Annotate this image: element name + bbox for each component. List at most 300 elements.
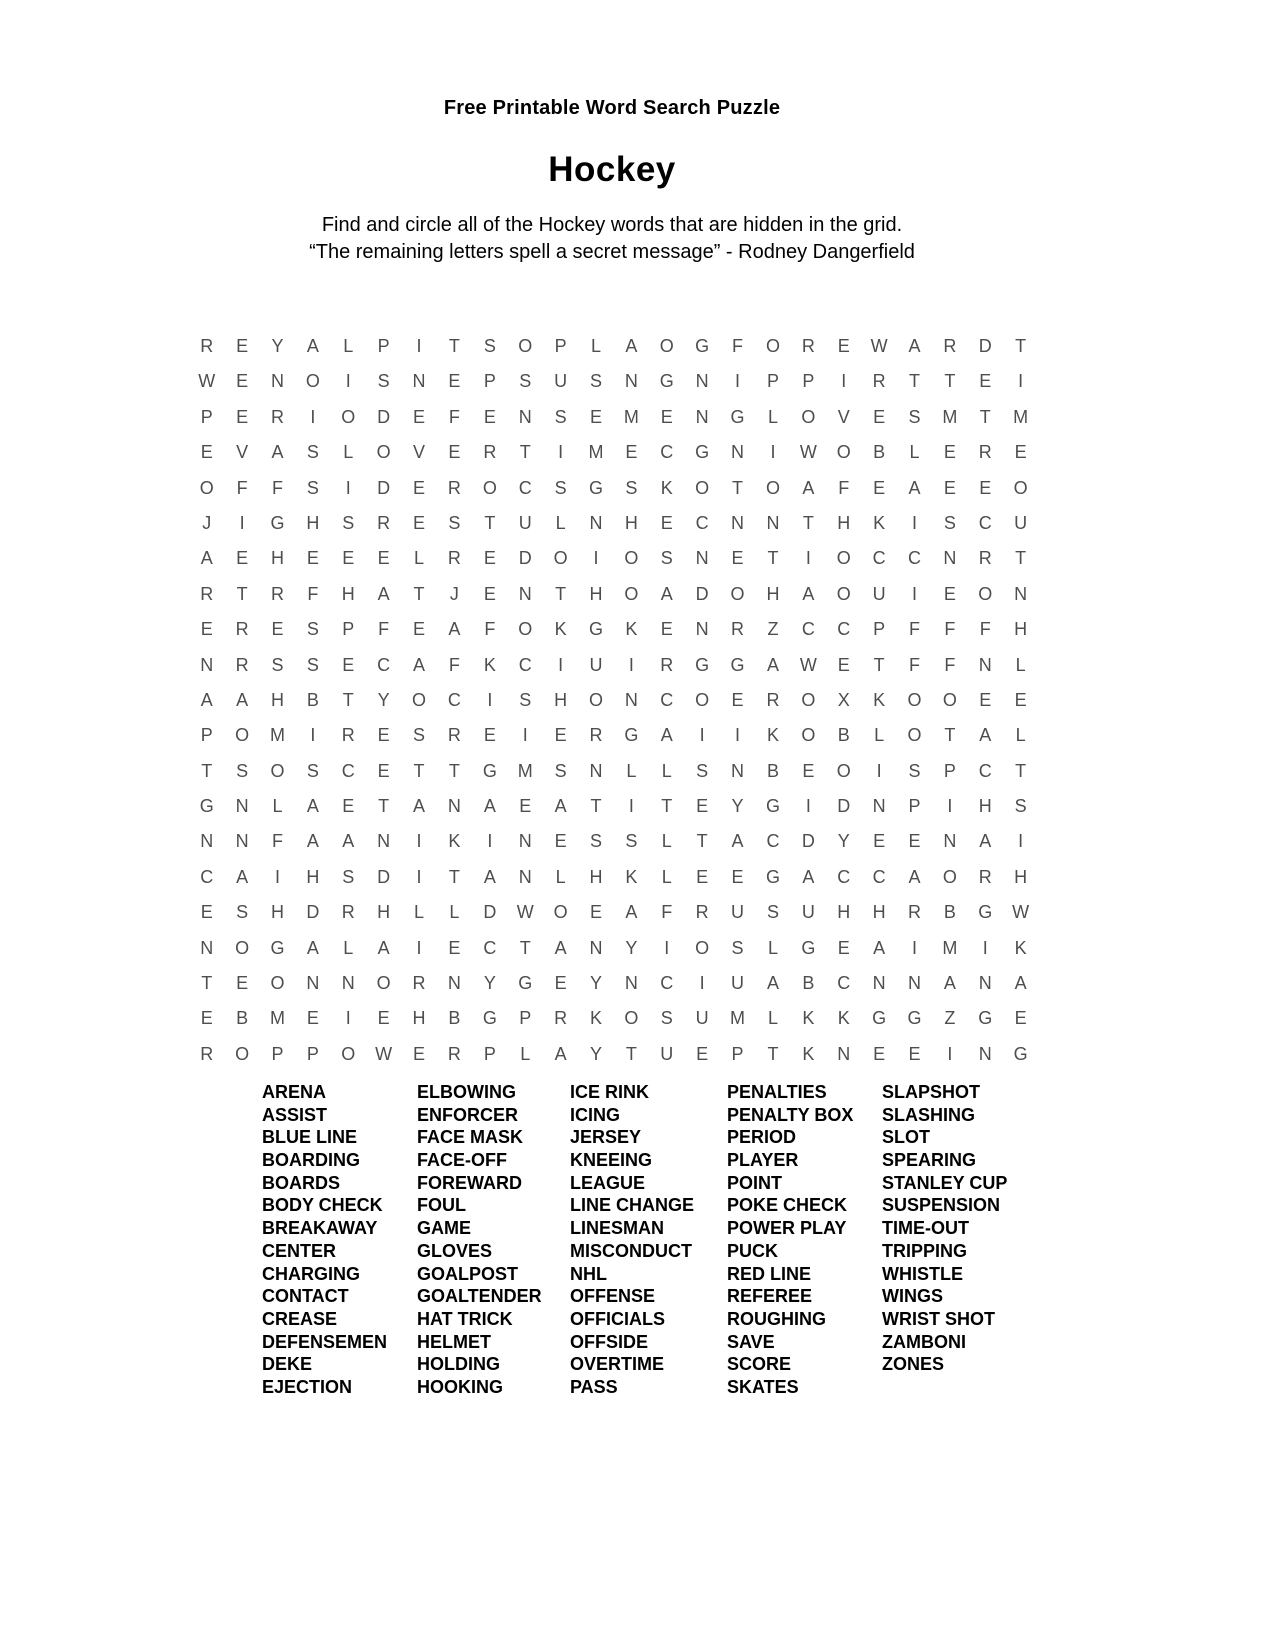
grid-cell: N [872, 973, 886, 994]
grid-cell: E [943, 583, 956, 604]
grid-cell: R [200, 583, 214, 604]
word-list-item: POWER PLAY [727, 1218, 847, 1239]
grid-cell: A [908, 336, 921, 356]
grid-cell: K [837, 1008, 850, 1029]
grid-cell: E [625, 442, 638, 463]
grid-cell: F [979, 619, 991, 640]
grid-cell: K [483, 654, 496, 675]
grid-cell: F [271, 477, 283, 498]
grid-cell: E [200, 442, 213, 463]
grid-cell: C [518, 654, 532, 675]
grid-cell: O [376, 973, 391, 994]
grid-cell: T [448, 760, 460, 781]
grid-cell: O [341, 406, 356, 427]
grid-cell: I [770, 442, 776, 463]
grid-cell: O [765, 477, 780, 498]
grid-cell: T [625, 1043, 637, 1064]
puzzle-title: Hockey [548, 150, 676, 189]
word-list-item: DEFENSEMEN [262, 1331, 388, 1352]
grid-cell: T [802, 512, 814, 533]
grid-cell: G [588, 477, 603, 498]
grid-cell: O [588, 689, 603, 710]
word-list-item: OVERTIME [570, 1354, 665, 1375]
grid-cell: S [306, 654, 319, 675]
grid-row [189, 1037, 1038, 1072]
puzzle-instructions [0, 212, 1224, 266]
grid-row [189, 1001, 1038, 1036]
grid-cell: N [235, 796, 249, 817]
grid-cell: A [306, 796, 319, 817]
grid-cell: A [483, 796, 496, 817]
grid-cell: A [342, 831, 355, 852]
grid-cell: N [943, 548, 957, 569]
grid-cell: E [413, 477, 426, 498]
grid-cell: U [1014, 512, 1028, 533]
grid-cell: H [837, 902, 851, 923]
grid-cell: E [200, 1008, 213, 1029]
grid-cell: F [378, 619, 390, 640]
grid-cell: T [519, 442, 531, 463]
grid-cell: W [198, 371, 216, 392]
grid-cell: N [766, 512, 780, 533]
word-list-item: PERIOD [727, 1127, 797, 1148]
grid-cell: G [482, 1008, 497, 1029]
word-list-item: BREAKAWAY [262, 1218, 378, 1239]
grid-cell: E [979, 689, 992, 710]
grid-cell: F [236, 477, 248, 498]
word-list-item: CENTER [262, 1240, 337, 1261]
grid-cell: B [873, 442, 886, 463]
word-list-column [570, 1081, 694, 1399]
grid-cell: T [696, 831, 708, 852]
grid-cell: E [342, 654, 355, 675]
grid-cell: S [236, 902, 249, 923]
grid-cell: A [377, 583, 390, 604]
grid-cell: S [660, 548, 673, 569]
grid-cell: T [979, 406, 991, 427]
grid-cell: P [377, 336, 390, 356]
grid-cell: P [731, 1043, 744, 1064]
grid-cell: A [306, 831, 319, 852]
grid-cell: R [589, 725, 603, 746]
grid-cell: S [625, 831, 638, 852]
grid-cell: D [837, 796, 851, 817]
grid-cell: U [731, 973, 745, 994]
grid-cell: I [310, 725, 316, 746]
grid-cell: E [448, 937, 461, 958]
grid-cell: I [558, 442, 564, 463]
grid-row [189, 648, 1038, 683]
grid-cell: R [483, 442, 497, 463]
word-list-item: PENALTY BOX [727, 1104, 854, 1125]
word-list-item: SPEARING [882, 1150, 977, 1171]
grid-cell: L [767, 937, 778, 958]
grid-cell: D [518, 548, 532, 569]
grid-cell: R [447, 1043, 461, 1064]
grid-cell: E [943, 442, 956, 463]
grid-cell: O [376, 442, 391, 463]
grid-cell: H [872, 902, 886, 923]
grid-cell: T [555, 583, 567, 604]
grid-cell: E [483, 583, 496, 604]
grid-cell: E [660, 512, 673, 533]
grid-cell: B [236, 1008, 249, 1029]
grid-cell: N [518, 866, 532, 887]
grid-cell: V [413, 442, 426, 463]
grid-cell: B [943, 902, 956, 923]
grid-cell: H [377, 902, 391, 923]
grid-cell: P [306, 1043, 319, 1064]
grid-cell: O [518, 336, 533, 356]
grid-cell: P [908, 796, 921, 817]
grid-cell: O [624, 583, 639, 604]
grid-cell: O [659, 336, 674, 356]
grid-cell: C [978, 760, 992, 781]
grid-cell: A [554, 1043, 567, 1064]
grid-cell: L [661, 760, 672, 781]
grid-cell: T [201, 760, 213, 781]
grid-cell: O [801, 725, 816, 746]
grid-cell: K [660, 477, 673, 498]
grid-cell: I [1018, 831, 1024, 852]
grid-cell: E [413, 406, 426, 427]
grid-cell: K [554, 619, 567, 640]
grid-cell: H [766, 583, 780, 604]
grid-cell: I [982, 937, 988, 958]
grid-cell: E [731, 689, 744, 710]
grid-cell: G [270, 937, 285, 958]
word-list-item: ICING [570, 1104, 621, 1125]
word-list-item: ROUGHING [727, 1308, 826, 1329]
grid-cell: L [555, 866, 566, 887]
grid-cell: A [377, 937, 390, 958]
word-list-item: ASSIST [262, 1104, 328, 1125]
grid-cell: G [872, 1008, 887, 1029]
grid-cell: S [271, 654, 284, 675]
grid-cell: W [870, 336, 888, 356]
grid-cell: Y [731, 796, 744, 817]
grid-cell: T [944, 371, 956, 392]
grid-cell: E [873, 477, 886, 498]
grid-cell: T [590, 796, 602, 817]
grid-cell: E [979, 477, 992, 498]
grid-cell: N [943, 831, 957, 852]
grid-cell: S [483, 336, 496, 356]
grid-cell: R [447, 548, 461, 569]
grid-cell: A [943, 973, 956, 994]
grid-cell: E [837, 937, 850, 958]
grid-cell: L [767, 406, 778, 427]
grid-cell: F [944, 654, 956, 675]
grid-cell: T [909, 371, 920, 392]
grid-cell: O [624, 548, 639, 569]
grid-cell: A [908, 866, 921, 887]
word-list-item: ELBOWING [417, 1082, 516, 1102]
grid-cell: A [766, 973, 779, 994]
grid-row [189, 824, 1038, 859]
grid-cell: N [377, 831, 391, 852]
grid-cell: A [660, 583, 673, 604]
grid-cell: N [447, 796, 461, 817]
grid-cell: A [979, 831, 992, 852]
grid-cell: N [270, 371, 284, 392]
grid-cell: S [342, 512, 355, 533]
grid-cell: O [235, 937, 250, 958]
grid-cell: S [625, 477, 638, 498]
grid-cell: Y [625, 937, 638, 958]
grid-cell: E [236, 973, 249, 994]
grid-cell: K [625, 619, 638, 640]
grid-cell: K [589, 1008, 602, 1029]
grid-cell: I [239, 512, 245, 533]
grid-cell: I [345, 1008, 351, 1029]
grid-cell: I [841, 371, 847, 392]
grid-cell: U [554, 371, 568, 392]
grid-cell: G [199, 796, 214, 817]
grid-cell: S [519, 689, 532, 710]
grid-cell: L [343, 937, 354, 958]
grid-cell: I [487, 689, 493, 710]
grid-cell: S [943, 512, 956, 533]
grid-cell: P [554, 336, 567, 356]
grid-cell: T [873, 654, 885, 675]
grid-row [189, 471, 1038, 506]
grid-cell: I [274, 866, 280, 887]
grid-cell: V [236, 442, 249, 463]
grid-cell: O [341, 1043, 356, 1064]
grid-cell: R [412, 973, 426, 994]
grid-cell: A [413, 654, 426, 675]
grid-cell: I [876, 760, 882, 781]
grid-cell: F [484, 619, 496, 640]
grid-cell: E [483, 406, 496, 427]
grid-cell: O [553, 548, 568, 569]
grid-cell: N [200, 831, 214, 852]
grid-cell: O [199, 477, 214, 498]
grid-cell: E [342, 796, 355, 817]
grid-cell: C [872, 548, 886, 569]
grid-cell: A [483, 866, 496, 887]
grid-cell: W [516, 902, 534, 923]
grid-cell: I [487, 831, 493, 852]
grid-cell: F [944, 619, 956, 640]
grid-cell: E [873, 831, 886, 852]
grid-cell: E [271, 619, 284, 640]
grid-row [189, 506, 1038, 541]
word-list-item: FACE MASK [417, 1127, 524, 1148]
grid-cell: Z [944, 1008, 956, 1029]
grid-cell: E [660, 406, 673, 427]
grid-cell: C [447, 689, 461, 710]
grid-row [189, 683, 1038, 718]
grid-cell: I [912, 583, 918, 604]
grid-cell: A [200, 548, 213, 569]
grid-cell: E [908, 831, 921, 852]
grid-cell: S [908, 406, 921, 427]
grid-cell: A [413, 796, 426, 817]
grid-cell: R [447, 477, 461, 498]
grid-cell: O [270, 973, 285, 994]
grid-cell: L [520, 1043, 531, 1064]
grid-cell: S [519, 371, 532, 392]
grid-cell: G [695, 336, 710, 356]
grid-cell: E [943, 477, 956, 498]
grid-cell: O [836, 760, 851, 781]
grid-cell: P [271, 1043, 284, 1064]
grid-cell: P [200, 406, 213, 427]
grid-cell: N [695, 619, 709, 640]
grid-cell: E [589, 406, 602, 427]
grid-cell: C [837, 619, 851, 640]
grid-cell: E [377, 1008, 390, 1029]
grid-cell: N [695, 406, 709, 427]
grid-cell: E [979, 371, 992, 392]
grid-cell: C [200, 866, 214, 887]
grid-cell: F [732, 336, 744, 356]
grid-cell: R [978, 442, 992, 463]
grid-cell: S [1014, 796, 1027, 817]
grid-cell: C [978, 512, 992, 533]
grid-cell: G [730, 406, 745, 427]
grid-cell: M [623, 406, 639, 427]
word-list-item: FOREWARD [417, 1172, 522, 1193]
grid-cell: D [483, 902, 497, 923]
grid-cell: R [695, 902, 709, 923]
word-list-item: GLOVES [417, 1240, 493, 1261]
grid-cell: U [731, 902, 745, 923]
grid-cell: H [624, 512, 638, 533]
grid-row [189, 754, 1038, 789]
grid-cell: O [836, 442, 851, 463]
grid-row [189, 895, 1038, 930]
grid-cell: C [766, 831, 780, 852]
grid-cell: E [236, 548, 249, 569]
grid-cell: L [590, 336, 601, 356]
grid-cell: I [805, 796, 811, 817]
grid-cell: M [269, 725, 285, 746]
word-list-item: ENFORCER [417, 1104, 519, 1125]
grid-cell: I [1018, 371, 1024, 392]
grid-cell: I [735, 725, 741, 746]
grid-cell: N [200, 937, 214, 958]
grid-cell: A [306, 336, 319, 356]
grid-cell: F [838, 477, 850, 498]
grid-cell: A [625, 336, 638, 356]
grid-cell: I [664, 937, 670, 958]
word-list-item: LINE CHANGE [570, 1195, 695, 1216]
grid-row [189, 612, 1038, 647]
grid-cell: T [484, 512, 496, 533]
puzzle-eyebrow: Free Printable Word Search Puzzle [443, 97, 781, 119]
word-list-item: LINESMAN [570, 1218, 664, 1239]
word-list-item: NHL [570, 1263, 607, 1284]
word-list-item: BOARDS [262, 1172, 341, 1193]
grid-cell: P [200, 725, 213, 746]
grid-cell: E [554, 725, 567, 746]
grid-cell: S [554, 760, 567, 781]
grid-cell: B [766, 760, 779, 781]
grid-row [189, 364, 1038, 399]
grid-cell: D [978, 336, 992, 356]
grid-cell: G [765, 796, 780, 817]
word-list-item: TRIPPING [882, 1240, 968, 1261]
grid-cell: D [801, 831, 815, 852]
grid-cell: M [1013, 406, 1029, 427]
grid-cell: Y [837, 831, 850, 852]
grid-cell: I [345, 477, 351, 498]
grid-cell: L [343, 336, 354, 356]
grid-cell: E [873, 1043, 886, 1064]
word-list-item: WINGS [882, 1286, 943, 1307]
grid-cell: T [378, 796, 390, 817]
grid-cell: R [872, 371, 886, 392]
grid-cell: N [908, 973, 921, 994]
word-list-item: WRIST SHOT [882, 1308, 995, 1329]
word-list-item: BLUE LINE [262, 1127, 358, 1148]
grid-cell: A [448, 619, 461, 640]
grid-cell: A [271, 442, 284, 463]
word-list-item: ARENA [262, 1082, 327, 1102]
grid-cell: W [1012, 902, 1030, 923]
grid-cell: A [802, 866, 815, 887]
grid-cell: E [589, 902, 602, 923]
grid-cell: R [447, 725, 461, 746]
grid-cell: F [448, 406, 460, 427]
grid-cell: T [767, 548, 779, 569]
grid-cell: E [306, 548, 319, 569]
grid-cell: O [624, 1008, 639, 1029]
grid-cell: S [306, 619, 319, 640]
grid-cell: R [731, 619, 745, 640]
grid-cell: H [1014, 619, 1028, 640]
grid-cell: I [735, 371, 741, 392]
word-list-item: BOARDING [262, 1150, 360, 1171]
word-list-item: SUSPENSION [882, 1195, 1001, 1216]
grid-cell: R [554, 1008, 568, 1029]
grid-cell: O [235, 1043, 250, 1064]
grid-row [189, 966, 1038, 1001]
grid-cell: T [519, 937, 531, 958]
grid-cell: I [947, 1043, 953, 1064]
grid-cell: I [912, 512, 918, 533]
grid-cell: O [695, 937, 710, 958]
grid-cell: W [799, 442, 817, 463]
grid-cell: M [942, 937, 958, 958]
grid-cell: A [200, 689, 213, 710]
grid-cell: O [801, 689, 816, 710]
grid-cell: K [625, 866, 638, 887]
grid-row [189, 931, 1038, 966]
grid-cell: R [377, 512, 391, 533]
grid-cell: E [448, 442, 461, 463]
grid-cell: N [624, 689, 638, 710]
grid-cell: P [802, 371, 815, 392]
grid-cell: T [1015, 548, 1027, 569]
word-list-item: PLAYER [727, 1150, 799, 1171]
grid-cell: E [660, 619, 673, 640]
grid-cell: R [766, 689, 780, 710]
grid-cell: H [270, 902, 284, 923]
grid-cell: S [589, 831, 602, 852]
grid-cell: I [416, 336, 422, 356]
grid-cell: T [413, 583, 425, 604]
grid-cell: Y [589, 1043, 602, 1064]
grid-cell: A [306, 937, 319, 958]
grid-cell: P [342, 619, 355, 640]
grid-cell: R [908, 902, 921, 923]
grid-cell: X [837, 689, 850, 710]
grid-cell: N [731, 760, 745, 781]
